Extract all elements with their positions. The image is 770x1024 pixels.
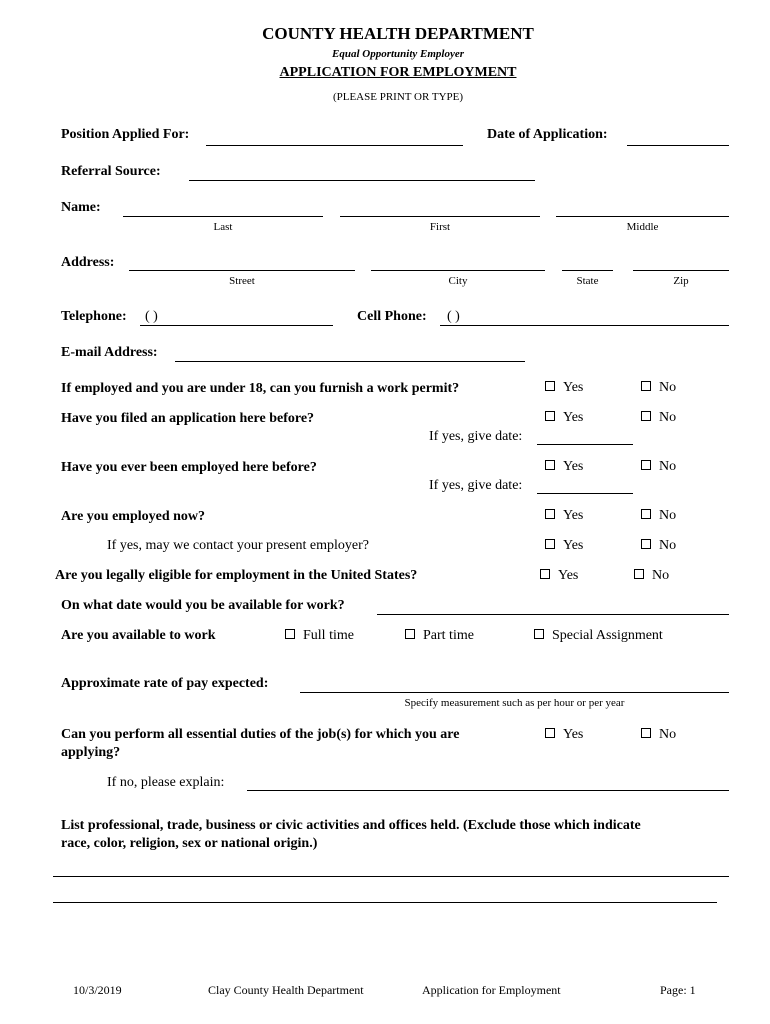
street-caption: Street xyxy=(229,275,255,287)
employed-before-yes[interactable]: Yes xyxy=(545,459,583,475)
print-instruction: (PLEASE PRINT OR TYPE) xyxy=(332,91,464,103)
checkbox-icon xyxy=(545,539,555,549)
available-to-work-question: Are you available to work xyxy=(61,628,216,643)
checkbox-icon xyxy=(641,411,651,421)
city-caption: City xyxy=(448,275,468,287)
checkbox-icon xyxy=(545,381,555,391)
email-input[interactable] xyxy=(175,361,525,362)
legally-eligible-no[interactable]: No xyxy=(634,568,669,584)
last-name-input[interactable] xyxy=(123,216,323,217)
filed-date-input[interactable] xyxy=(537,444,633,445)
footer-org: Clay County Health Department xyxy=(208,983,364,997)
checkbox-icon xyxy=(641,509,651,519)
part-time-option[interactable]: Part time xyxy=(405,628,474,644)
checkbox-icon xyxy=(641,460,651,470)
subtitle: Equal Opportunity Employer xyxy=(331,48,465,60)
page-title: COUNTY HEALTH DEPARTMENT xyxy=(262,24,534,43)
city-input[interactable] xyxy=(371,270,545,271)
pay-hint: Specify measurement such as per hour or per year xyxy=(404,697,625,709)
pay-question: Approximate rate of pay expected: xyxy=(61,676,269,691)
checkbox-icon xyxy=(545,460,555,470)
duties-yes[interactable]: Yes xyxy=(545,727,583,743)
street-input[interactable] xyxy=(129,270,355,271)
available-date-question: On what date would you be available for work? xyxy=(61,598,345,613)
state-caption: State xyxy=(576,275,599,287)
checkbox-icon xyxy=(641,381,651,391)
checkbox-icon xyxy=(545,728,555,738)
first-caption: First xyxy=(429,221,451,233)
filed-date-label: If yes, give date: xyxy=(429,429,523,444)
checkbox-icon xyxy=(285,629,295,639)
work-permit-question: If employed and you are under 18, can you furnish a work permit? xyxy=(61,381,460,396)
contact-employer-question: If yes, may we contact your present employer? xyxy=(107,538,370,553)
employed-now-no[interactable]: No xyxy=(641,508,676,524)
employed-now-yes[interactable]: Yes xyxy=(545,508,583,524)
duties-question-line-1: Can you perform all essential duties of the job(s) for which you are xyxy=(61,727,460,742)
available-date-input[interactable] xyxy=(377,614,729,615)
middle-name-input[interactable] xyxy=(556,216,729,217)
state-input[interactable] xyxy=(562,270,613,271)
pay-input[interactable] xyxy=(300,692,729,693)
work-permit-yes[interactable]: Yes xyxy=(545,380,583,396)
footer-doc: Application for Employment xyxy=(422,983,561,997)
zip-caption: Zip xyxy=(673,275,689,287)
special-assignment-option[interactable]: Special Assignment xyxy=(534,628,663,644)
middle-caption: Middle xyxy=(626,221,659,233)
activities-question-line-2: race, color, religion, sex or national origin.) xyxy=(61,836,318,851)
checkbox-icon xyxy=(540,569,550,579)
activities-question-line-1: List professional, trade, business or civic activities and offices held. (Exclude those which indicate xyxy=(61,818,641,833)
employed-before-question: Have you ever been employed here before? xyxy=(61,460,317,475)
telephone-input[interactable] xyxy=(140,325,333,326)
checkbox-icon xyxy=(545,411,555,421)
duties-question-line-2: applying? xyxy=(61,745,121,760)
filed-before-no[interactable]: No xyxy=(641,410,676,426)
duties-no[interactable]: No xyxy=(641,727,676,743)
cell-label: Cell Phone: xyxy=(357,309,427,324)
explain-label: If no, please explain: xyxy=(107,775,225,790)
date-input[interactable] xyxy=(627,145,729,146)
contact-employer-no[interactable]: No xyxy=(641,538,676,554)
explain-input[interactable] xyxy=(247,790,729,791)
legally-eligible-question: Are you legally eligible for employment in the United States? xyxy=(55,568,418,583)
employed-now-question: Are you employed now? xyxy=(61,509,206,524)
position-label: Position Applied For: xyxy=(61,127,190,142)
telephone-label: Telephone: xyxy=(61,309,127,324)
name-label: Name: xyxy=(61,200,101,215)
work-permit-no[interactable]: No xyxy=(641,380,676,396)
date-label: Date of Application: xyxy=(487,127,608,142)
checkbox-icon xyxy=(545,509,555,519)
cell-area-code: ( ) xyxy=(447,309,460,324)
checkbox-icon xyxy=(641,728,651,738)
first-name-input[interactable] xyxy=(340,216,540,217)
activities-input-line-2[interactable] xyxy=(53,902,717,903)
contact-employer-yes[interactable]: Yes xyxy=(545,538,583,554)
footer-date: 10/3/2019 xyxy=(73,983,122,997)
referral-input[interactable] xyxy=(189,180,535,181)
position-input[interactable] xyxy=(206,145,463,146)
filed-before-yes[interactable]: Yes xyxy=(545,410,583,426)
checkbox-icon xyxy=(634,569,644,579)
filed-before-question: Have you filed an application here before? xyxy=(61,411,315,426)
legally-eligible-yes[interactable]: Yes xyxy=(540,568,578,584)
cell-input[interactable] xyxy=(440,325,729,326)
form-title: APPLICATION FOR EMPLOYMENT xyxy=(279,65,517,80)
last-caption: Last xyxy=(213,221,233,233)
checkbox-icon xyxy=(641,539,651,549)
email-label: E-mail Address: xyxy=(61,345,158,360)
employed-date-input[interactable] xyxy=(537,493,633,494)
employed-date-label: If yes, give date: xyxy=(429,478,523,493)
footer-page: Page: 1 xyxy=(660,983,696,997)
referral-label: Referral Source: xyxy=(61,164,161,179)
checkbox-icon xyxy=(405,629,415,639)
employed-before-no[interactable]: No xyxy=(641,459,676,475)
checkbox-icon xyxy=(534,629,544,639)
activities-input-line-1[interactable] xyxy=(53,876,729,877)
zip-input[interactable] xyxy=(633,270,729,271)
address-label: Address: xyxy=(61,255,115,270)
full-time-option[interactable]: Full time xyxy=(285,628,354,644)
telephone-area-code: ( ) xyxy=(145,309,158,324)
